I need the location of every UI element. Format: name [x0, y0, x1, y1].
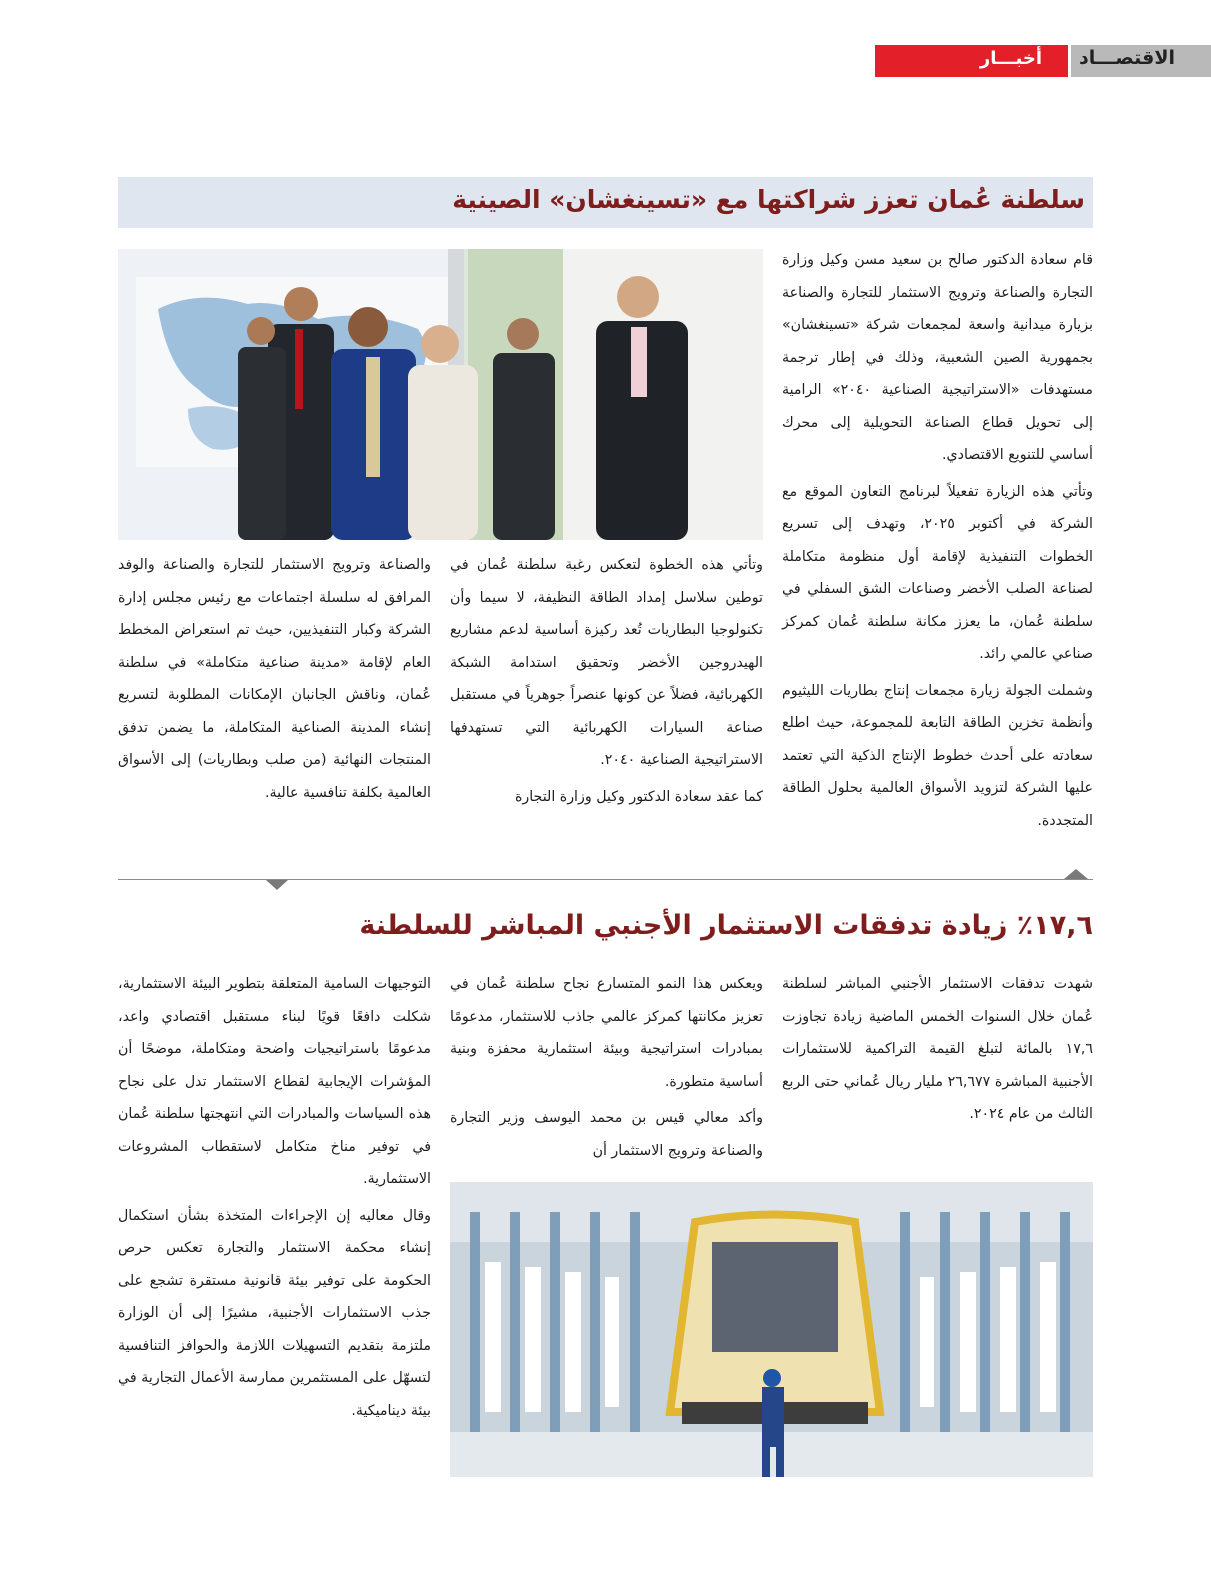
paragraph: والصناعة وترويج الاستثمار للتجارة والصناعة والوفد المرافق له سلسلة اجتماعات مع رئيس مجلس إدارة الشركة وكبار التنفيذيين، حيث تم استعراض المخطط العام لإقامة «مدينة صناعية متكاملة» في سلطنة عُمان، وناقش الجانبان الإمكانات المطلوبة لتسريع إنشاء المدينة الصناعية المتكاملة، ما يضمن تدفق المنتجات النهائية (من صلب وبطاريات) إلى الأسواق العالمية بكلفة تنافسية عالية. — [118, 557, 431, 801]
magazine-logo — [1071, 45, 1211, 77]
bus-factory-photo — [450, 1182, 1093, 1477]
section-tab-news[interactable] — [875, 45, 1068, 77]
paragraph: وشملت الجولة زيارة مجمعات إنتاج بطاريات الليثيوم وأنظمة تخزين الطاقة التابعة للمجموعة، حيث اطلع سعادته على أحدث خطوط الإنتاج الذكية التي تعتمد عليها الشركة لتزويد الأسواق العالمية بحلول الطاقة المتجددة. — [782, 682, 1093, 829]
paragraph: شهدت تدفقات الاستثمار الأجنبي المباشر لسلطنة عُمان خلال السنوات الخمس الماضية زيادة تجاوزت ١٧,٦ بالمائة لتبلغ القيمة التراكمية للاستثمارات الأجنبية المباشرة ٢٦,٦٧٧ مليار ريال عُماني حتى الربع الثالث من عام ٢٠٢٤. — [782, 976, 1094, 1122]
divider-arrow-up-icon — [1064, 869, 1088, 879]
paragraph: وتأتي هذه الخطوة لتعكس رغبة سلطنة عُمان في توطين سلاسل إمداد الطاقة النظيفة، لا سيما وأن تكنولوجيا البطاريات تُعد ركيزة أساسية لدعم مشاريع الهيدروجين الأخضر وتحقيق استدامة الشبكة الكهربائية، فضلاً عن كونها عنصراً جوهرياً في مستقبل صناعة السيارات الكهربائية التي تستهدفها الاستراتيجية الصناعية ٢٠٤٠. — [450, 557, 763, 768]
article2-column-middle — [450, 968, 763, 1171]
paragraph: كما عقد سعادة الدكتور وكيل وزارة التجارة — [514, 788, 763, 805]
article2-title: ١٧,٦٪ زيادة تدفقات الاستثمار الأجنبي المباشر للسلطنة — [359, 910, 1093, 941]
paragraph: وتأتي هذه الزيارة تفعيلاً لبرنامج التعاون الموقع مع الشركة في أكتوبر ٢٠٢٥، وتهدف إلى تسريع الخطوات التنفيذية لإقامة أول منظومة متكاملة لصناعة الصلب الأخضر وصناعات الشق السفلي في سلطنة عُمان، ما يعزز مكانة سلطنة عُمان كمركز صناعي عالمي رائد. — [782, 483, 1093, 662]
paragraph: وقال معاليه إن الإجراءات المتخذة بشأن استكمال إنشاء محكمة الاستثمار والتجارة تعكس حرص الحكومة على توفير بيئة قانونية مستقرة تشجع على جذب الاستثمارات الأجنبية، مشيرًا إلى أن الوزارة ملتزمة بتقديم التسهيلات اللازمة والحوافز التنافسية لتسهّل على المستثمرين ممارسة الأعمال التجارية في بيئة ديناميكية. — [118, 1207, 431, 1419]
paragraph: قام سعادة الدكتور صالح بن سعيد مسن وكيل وزارة التجارة والصناعة وترويج الاستثمار للتجارة والصناعة بزيارة ميدانية واسعة لمجمعات شركة «تسينغشان» بجمهورية الصين الشعبية، وذلك في إطار ترجمة مستهدفات «الاستراتيجية الصناعية ٢٠٤٠» الرامية إلى تحويل قطاع الصناعة التحويلية إلى محرك أساسي للتنويع الاقتصادي. — [782, 252, 1093, 463]
section-label: أخبـــار — [979, 48, 1042, 69]
divider-arrow-down-icon — [266, 880, 288, 890]
article1-title: سلطنة عُمان تعزز شراكتها مع «تسينغشان» الصينية — [452, 185, 1085, 214]
article1-column-right — [782, 244, 1093, 841]
article1-column-left — [118, 549, 431, 813]
delegation-photo — [118, 249, 763, 540]
article2-column-right — [782, 968, 1093, 1135]
magazine-name: الاقتصـــاد — [1079, 47, 1175, 69]
section-divider — [118, 879, 1093, 880]
article2-column-left — [118, 968, 431, 1431]
paragraph: التوجيهات السامية المتعلقة بتطوير البيئة الاستثمارية، شكلت دافعًا قويًا لبناء مستقبل اقتصادي واعد، مدعومًا باستراتيجيات واضحة ومتكاملة، موضحًا أن المؤشرات الإيجابية لقطاع الاستثمار تدل على نجاح هذه السياسات والمبادرات التي انتهجتها سلطنة عُمان في توفير مناخ متكامل لاستقطاب المشروعات الاستثمارية. — [118, 976, 431, 1187]
paragraph: وأكد معالي قيس بن محمد اليوسف وزير التجارة والصناعة وترويج الاستثمار أن — [450, 1110, 763, 1159]
paragraph: ويعكس هذا النمو المتسارع نجاح سلطنة عُمان في تعزيز مكانتها كمركز عالمي جاذب للاستثمار، مدعومًا بمبادرات استراتيجية وبيئة استثمارية محفزة وبنية أساسية متطورة. — [450, 976, 763, 1090]
article1-column-middle — [450, 549, 763, 817]
